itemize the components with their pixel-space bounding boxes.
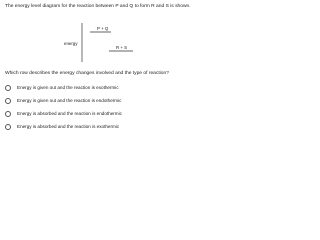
answer-option-label: Energy is absorbed and the reaction is exothermic	[17, 123, 120, 129]
energy-level-diagram	[0, 0, 200, 80]
answer-option-1[interactable]	[5, 81, 197, 94]
answer-option-label: Energy is absorbed and the reaction is endothermic	[17, 110, 122, 116]
products-label: R + S	[116, 45, 128, 50]
answer-option-3[interactable]	[5, 107, 197, 120]
radio-button-3[interactable]	[5, 111, 11, 117]
energy-axis-label: energy	[64, 41, 78, 46]
question-page	[0, 0, 200, 135]
answer-option-2[interactable]	[5, 94, 197, 107]
radio-button-4[interactable]	[5, 124, 11, 130]
question-stem: The energy level diagram for the reaction between P and Q to form R and S is shown.	[5, 4, 191, 9]
answer-option-label: Energy is given out and the reaction is exothermic	[17, 84, 119, 90]
answer-options	[5, 81, 197, 133]
answer-option-label: Energy is given out and the reaction is endothermic	[17, 97, 122, 103]
reactants-label: P + Q	[97, 26, 109, 31]
answer-option-4[interactable]	[5, 120, 197, 133]
radio-button-2[interactable]	[5, 98, 11, 104]
question-prompt: Which row describes the energy changes involved and the type of reaction?	[5, 71, 169, 76]
radio-button-1[interactable]	[5, 85, 11, 91]
